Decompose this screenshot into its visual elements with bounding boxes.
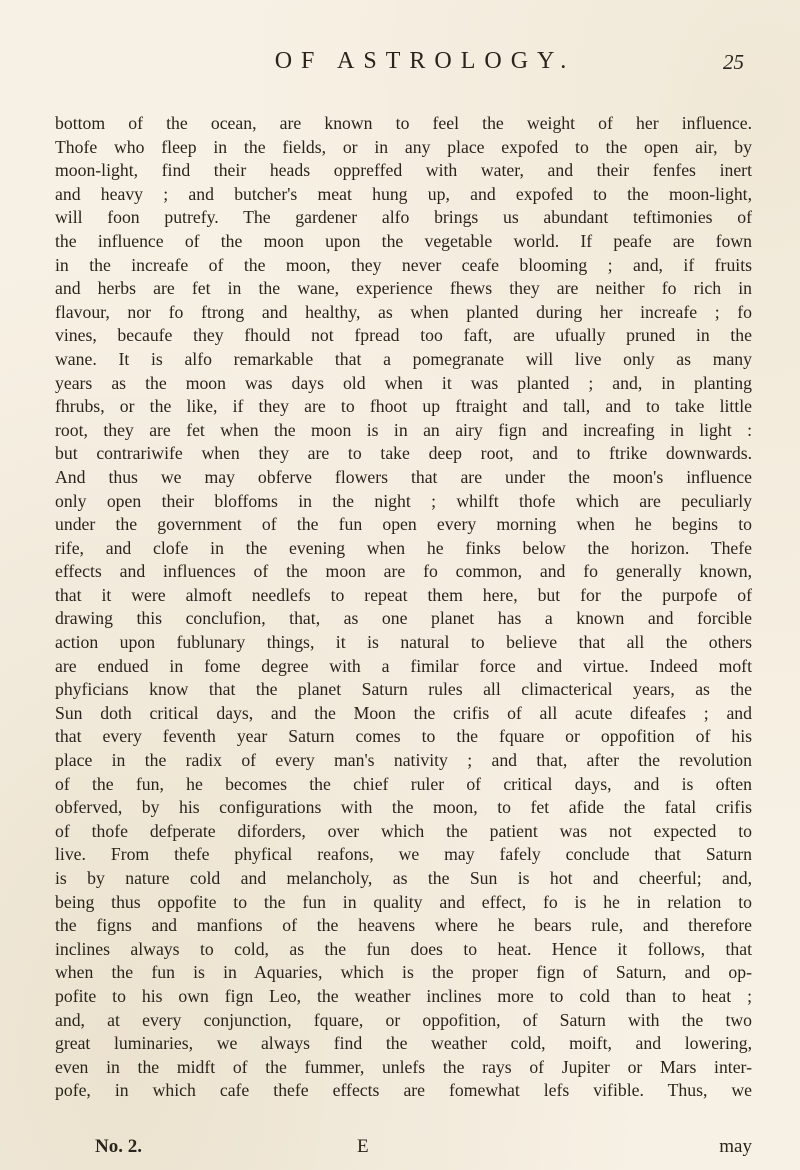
text-line: and, at every conjunction, fquare, or oppofition, of Saturn with the two <box>55 1009 752 1030</box>
text-line: bottom of the ocean, are known to feel the weight of her influence. <box>55 113 752 133</box>
text-line: fhrubs, or the like, if they are to fhoot up ftraight and tall, and to take little <box>55 396 752 417</box>
text-line: action upon fublunary things, it is natural to believe that all the others <box>55 632 752 653</box>
page-number: 25 <box>723 50 744 74</box>
text-line: the influence of the moon upon the vegetable world. If peafe are fown <box>55 230 752 251</box>
text-line: phyficians know that the planet Saturn rules all climacterical years, as the <box>55 679 752 700</box>
text-line: place in the radix of every man's nativity ; and that, after the revolution <box>55 750 752 771</box>
running-head <box>0 48 800 75</box>
text-line: only open their bloffoms in the night ; whilft thofe which are peculiarly <box>55 490 752 511</box>
text-line: that it were almoft needlefs to repeat them here, but for the purpofe of <box>55 584 752 605</box>
text-line: will foon putrefy. The gardener alfo brings us abundant teftimonies of <box>55 207 752 228</box>
text-line: of the fun, he becomes the chief ruler of critical days, and is often <box>55 773 752 794</box>
text-line: even in the midft of the fummer, unlefs the rays of Jupiter or Mars inter- <box>55 1056 752 1077</box>
text-line: live. From thefe phyfical reafons, we may fafely conclude that Saturn <box>55 844 752 865</box>
text-line: that every feventh year Saturn comes to the fquare or oppofition of his <box>55 726 752 747</box>
text-line: years as the moon was days old when it was planted ; and, in planting <box>55 372 752 393</box>
text-line: of thofe defperate diforders, over which the patient was not expected to <box>55 820 752 841</box>
text-line: being thus oppofite to the fun in quality and effect, fo is he in relation to <box>55 891 752 912</box>
text-line: And thus we may obferve flowers that are under the moon's influence <box>55 466 752 487</box>
text-line: great luminaries, we always find the weather cold, moift, and lowering, <box>55 1033 752 1054</box>
text-line: pofe, in which cafe thefe effects are fomewhat lefs vifible. Thus, we <box>55 1080 752 1101</box>
text-line: pofite to his own fign Leo, the weather inclines more to cold than to heat ; <box>55 985 752 1006</box>
text-line: flavour, nor fo ftrong and healthy, as when planted during her increafe ; fo <box>55 301 752 322</box>
issue-number: No. 2. <box>95 1136 142 1157</box>
text-line: moon-light, find their heads oppreffed with water, and their fenfes inert <box>55 160 752 181</box>
text-line: are endued in fome degree with a fimilar force and virtue. Indeed moft <box>55 655 752 676</box>
text-line: effects and influences of the moon are fo common, and fo generally known, <box>55 561 752 582</box>
text-line: the figns and manfions of the heavens where he bears rule, and therefore <box>55 915 752 936</box>
text-line: Sun doth critical days, and the Moon the crifis of all acute difeafes ; and <box>55 702 752 723</box>
text-line: vines, becaufe they fhould not fpread too faft, are ufually pruned in the <box>55 325 752 346</box>
text-line: rife, and clofe in the evening when he finks below the horizon. Thefe <box>55 537 752 558</box>
text-line: under the government of the fun open every morning when he begins to <box>55 514 752 535</box>
text-line: is by nature cold and melancholy, as the Sun is hot and cheerful; and, <box>55 868 752 888</box>
text-line: wane. It is alfo remarkable that a pomegranate will live only as many <box>55 348 752 369</box>
text-line: inclines always to cold, as the fun does to heat. Hence it follows, that <box>55 938 752 959</box>
running-head-title: OF ASTROLOGY. <box>274 48 576 74</box>
text-line: when the fun is in Aquaries, which is the proper fign of Saturn, and op- <box>55 962 752 983</box>
text-line: root, they are fet when the moon is in an airy fign and increafing in light : <box>55 419 752 440</box>
text-line: Thofe who fleep in the fields, or in any place expofed to the open air, by <box>55 136 752 157</box>
signature-mark: E <box>357 1136 369 1157</box>
text-line: and heavy ; and butcher's meat hung up, and expofed to the moon-light, <box>55 183 752 204</box>
text-line: but contrariwife when they are to take deep root, and to ftrike downwards. <box>55 443 752 464</box>
page-footer <box>95 1136 752 1160</box>
catchword: may <box>719 1136 752 1157</box>
text-line: drawing this conclufion, that, as one planet has a known and forcible <box>55 608 752 629</box>
body-text <box>55 112 752 1103</box>
text-line: in the increafe of the moon, they never ceafe blooming ; and, if fruits <box>55 254 752 275</box>
text-line: obferved, by his configurations with the moon, to fet afide the fatal crifis <box>55 797 752 818</box>
text-line: and herbs are fet in the wane, experience fhews they are neither fo rich in <box>55 278 752 299</box>
